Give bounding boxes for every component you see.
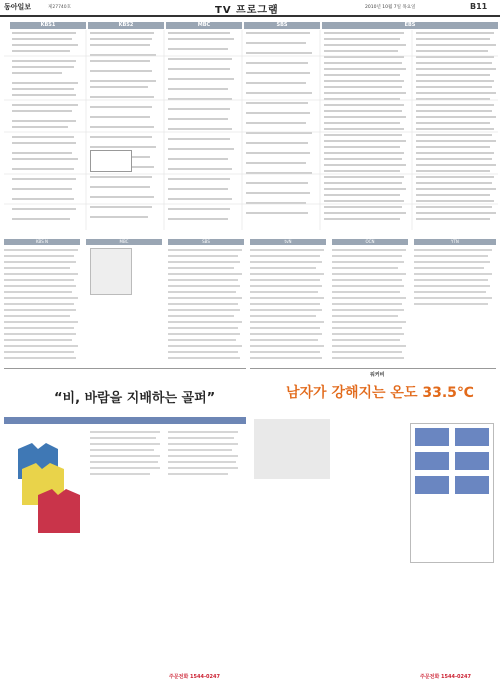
small-advert [90,150,132,172]
cable-channel-ytn: YTN [414,239,496,245]
section-title: TV 프로그램 [215,5,279,16]
cable-channel-mbc: MBC [86,239,162,245]
golf-ad-title: “비, 바람을 지배하는 골퍼” [54,391,216,406]
underwear-advert [250,368,496,687]
cable-schedule [4,247,496,365]
cable-channel-kbsn: KBS N [4,239,80,245]
cartoon-sketch [90,248,132,295]
underwear-ad-title: 남자가 강해지는 온도 33.5℃ [286,385,474,401]
channel-header-kbs2: KBS2 [88,22,164,29]
issue-number: 제27740호 [48,5,72,10]
golf-shirts-graphic [8,429,86,541]
channel-header-sbs: SBS [244,22,320,29]
channel-header-ebs: EBS [322,22,498,29]
product-grid-graphic [411,424,493,562]
masthead [0,0,500,17]
schedule-grid [4,30,498,230]
underwear-order-phone: 주문전화 1544-0247 [420,674,471,680]
golf-ad-body [90,431,240,661]
golf-ad-body-lines [90,431,240,661]
underwear-image [254,419,330,479]
golf-shirts-image [8,429,86,541]
golf-ad-bar [4,417,246,424]
schedule-lines [4,30,498,230]
channel-header-kbs1: KBS1 [10,22,86,29]
date-line: 2010년 10월 7일 목요일 [365,5,416,10]
cable-channel-sbs: SBS [168,239,244,245]
cable-channel-ocn: OCN [332,239,408,245]
cable-schedule-lines [4,247,496,365]
golf-order-phone: 주문전화 1544-0247 [169,674,220,680]
newspaper-name: 동아일보 [4,3,32,11]
page-number: B11 [470,2,488,11]
cable-channel-tvn: tvN [250,239,326,245]
golf-advert [4,368,246,687]
channel-header-mbc: MBC [166,22,242,29]
underwear-brand: 워커비 [370,372,385,378]
product-grid [410,423,494,563]
